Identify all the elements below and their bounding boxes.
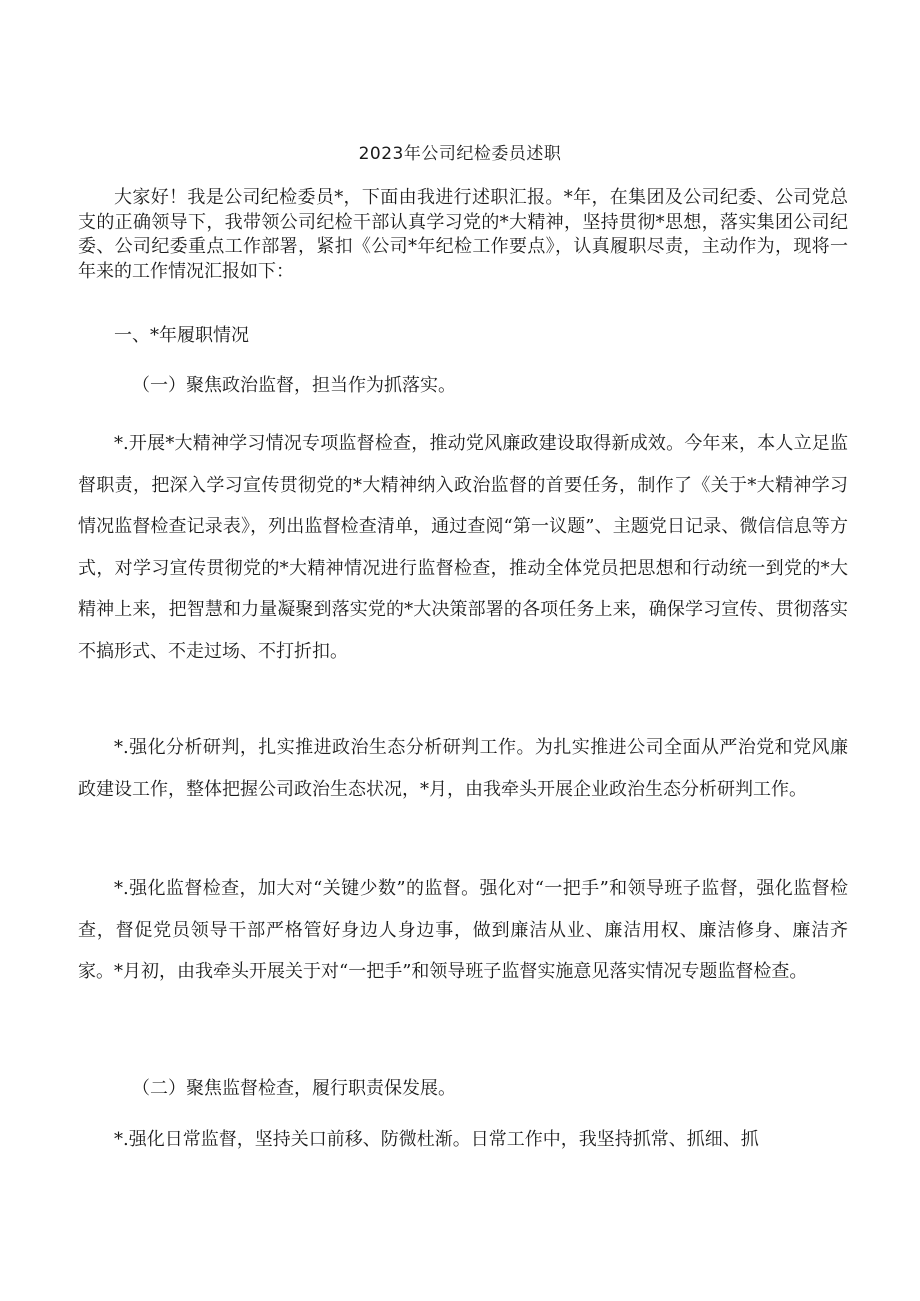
section-heading: 一、*年履职情况 [114,325,249,346]
subsection-heading: （一）聚焦政治监督，担当作为抓落实。 [132,375,456,396]
body-paragraph: *.强化监督检查，加大对“关键少数”的监督。强化对“一把手”和领导班子监督，强化监督检查，督促党员领导干部严格管好身边人身边事，做到廉洁从业、廉洁用权、廉洁修身、廉洁齐家。*月初，由我牵头开展关于对“一把手”和领导班子监督实施意见落实情况专题监督检查。 [78,878,848,982]
body-paragraph: *.强化分析研判，扎实推进政治生态分析研判工作。为扎实推进公司全面从严治党和党风廉政建设工作，整体把握公司政治生态状况，*月，由我牵头开展企业政治生态分析研判工作。 [78,737,848,800]
document-title: 2023年公司纪检委员述职 [358,144,562,164]
body-paragraph: *.强化日常监督，坚持关口前移、防微杜渐。日常工作中，我坚持抓常、抓细、抓 [114,1129,759,1150]
body-paragraph: *.开展*大精神学习情况专项监督检查，推动党风廉政建设取得新成效。今年来，本人立足监督职责，把深入学习宣传贯彻党的*大精神纳入政治监督的首要任务，制作了《关于*大精神学习情况监督检查记录表》，列出监督检查清单，通过查阅“第一议题”、主题党日记录、微信信息等方式，对学习宣传贯彻党的*大精神情况进行监督检查，推动全体党员把思想和行动统一到党的*大精神上来，把智慧和力量凝聚到落实党的*大决策部署的各项任务上来，确保学习宣传、贯彻落实不搞形式、不走过场、不打折扣。 [78,433,848,662]
subsection-heading: （二）聚焦监督检查，履行职责保发展。 [132,1078,456,1099]
intro-paragraph: 大家好！我是公司纪检委员*，下面由我进行述职汇报。*年，在集团及公司纪委、公司党总支的正确领导下，我带领公司纪检干部认真学习党的*大精神，坚持贯彻*思想，落实集团公司纪委、公司纪委重点工作部署，紧扣《公司*年纪检工作要点》，认真履职尽责，主动作为，现将一年来的工作情况汇报如下： [78,187,848,282]
